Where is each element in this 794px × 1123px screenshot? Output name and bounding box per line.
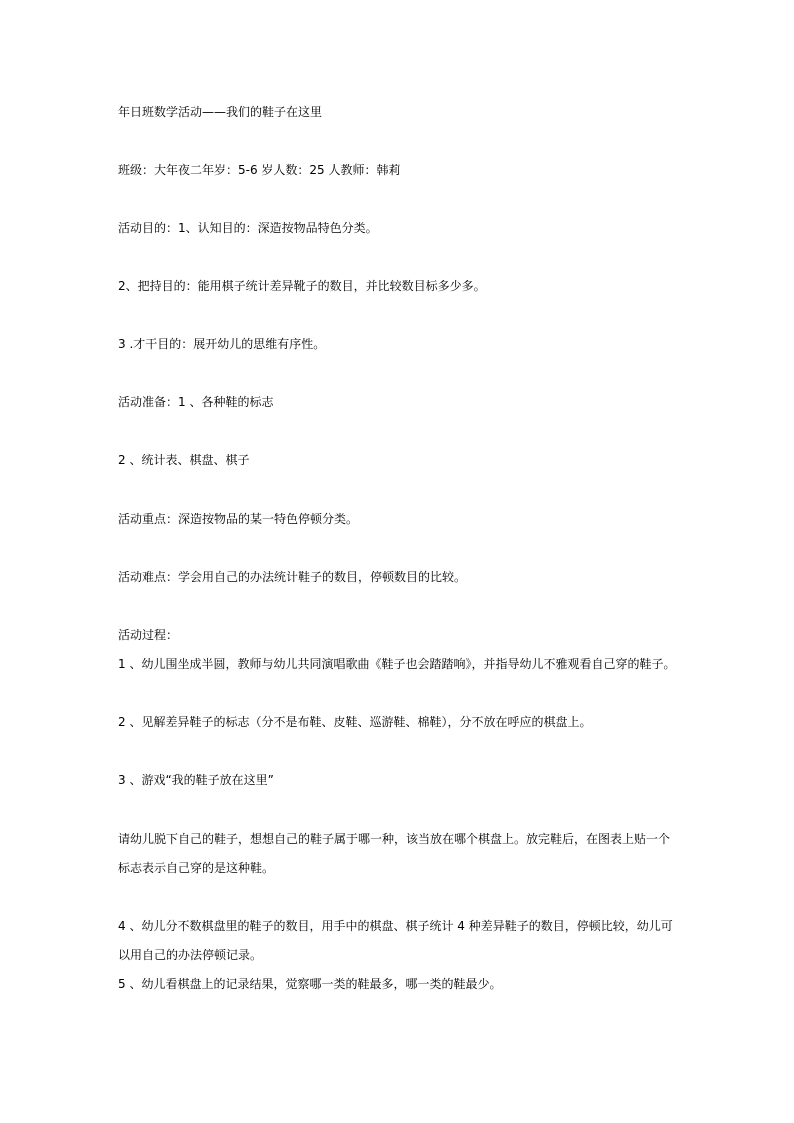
process-heading: 活动过程： bbox=[118, 628, 179, 642]
goal-2: 2、把持目的：能用棋子统计差异靴子的数目，并比较数目标多少多。 bbox=[118, 279, 486, 293]
document-title: 年日班数学活动——我们的鞋子在这里 bbox=[118, 105, 323, 119]
step-5: 5 、幼儿看棋盘上的记录结果，觉察哪一类的鞋最多，哪一类的鞋最少。 bbox=[118, 977, 502, 991]
step-2: 2 、见解差异鞋子的标志（分不是布鞋、皮鞋、巡游鞋、棉鞋），分不放在呼应的棋盘上。 bbox=[118, 715, 592, 729]
goal-3: 3 .才干目的：展开幼儿的思维有序性。 bbox=[118, 337, 326, 351]
goal-1: 活动目的：1、认知目的：深造按物品特色分类。 bbox=[118, 221, 378, 235]
prep-2: 2 、统计表、棋盘、棋子 bbox=[118, 453, 250, 467]
class-info: 班级：大年夜二年岁：5-6 岁人数：25 人教师：韩莉 bbox=[118, 163, 401, 177]
difficulty: 活动难点：学会用自己的办法统计鞋子的数目，停顿数目的比较。 bbox=[118, 570, 467, 584]
key-point: 活动重点：深造按物品的某一特色停顿分类。 bbox=[118, 512, 359, 526]
step-4-line-2: 以用自己的办法停顿记录。 bbox=[118, 948, 263, 962]
step-3-detail-line-2: 标志表示自己穿的是这种鞋。 bbox=[118, 861, 275, 875]
step-3: 3 、游戏“我的鞋子放在这里” bbox=[118, 773, 274, 787]
prep-1: 活动准备：1 、各种鞋的标志 bbox=[118, 395, 274, 409]
step-4-line-1: 4 、幼儿分不数棋盘里的鞋子的数目，用手中的棋盘、棋子统计 4 种差异鞋子的数目，停顿比较，幼儿可 bbox=[118, 919, 673, 933]
step-3-detail-line-1: 请幼儿脱下自己的鞋子，想想自己的鞋子属于哪一种，该当放在哪个棋盘上。放完鞋后，在图表上贴一个 bbox=[118, 832, 671, 846]
step-1: 1 、幼儿围坐成半圆，教师与幼儿共同演唱歌曲《鞋子也会踏踏响》，并指导幼儿不雅观看自己穿的鞋子。 bbox=[118, 657, 676, 671]
